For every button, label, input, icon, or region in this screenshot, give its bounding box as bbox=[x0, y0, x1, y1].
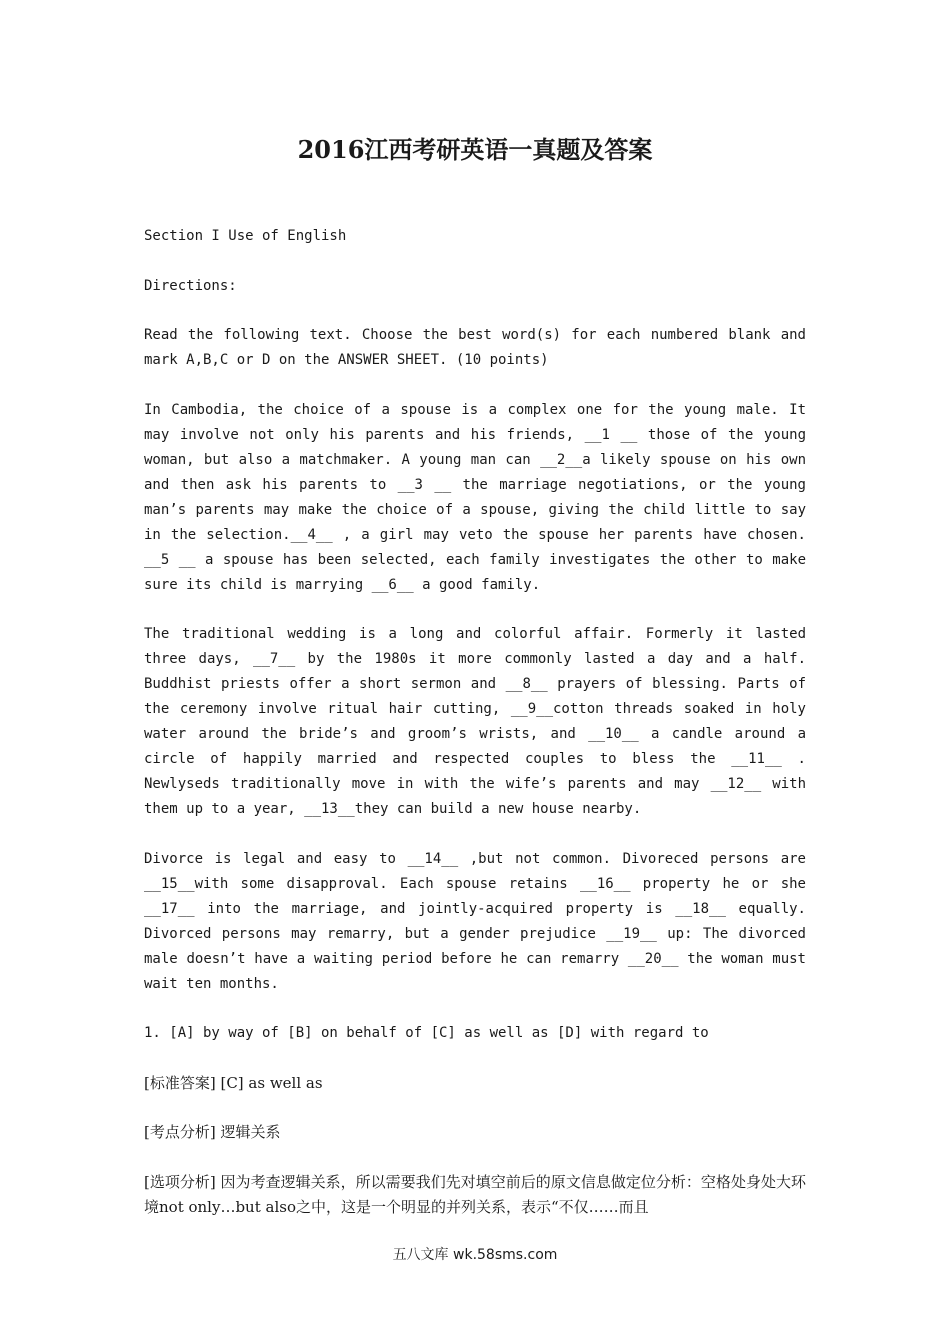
passage-paragraph-1: In Cambodia, the choice of a spouse is a complex one for the young male. It may involve not only his parents and his friends, __1 __ those of the young woman, but also a matchmaker. A young man can __2__a likely spouse on his own and then ask his parents to __3 __ the marriage negotiations, or the young man’s parents may make the choice of a spouse, giving the child little to say in the selection.__4__ , a girl may veto the spouse her parents have chosen. __5 __ a spouse has been selected, each family investigates the other to make sure its child is marrying __6__ a good family. bbox=[144, 401, 806, 593]
exam-point-analysis: [考点分析] 逻辑关系 bbox=[144, 1123, 281, 1141]
document-body bbox=[144, 224, 806, 1244]
directions-label: Directions: bbox=[144, 277, 237, 294]
passage-paragraph-3: Divorce is legal and easy to __14__ ,but not common. Divoreced persons are __15__with some disapproval. Each spouse retains __16__ property he or she __17__ into the marriage, and jointly-acquired property is __18__ equally. Divorced persons may remarry, but a gender prejudice __19__ up: The divorced male doesn’t have a waiting period before he can remarry __20__ the woman must wait ten months. bbox=[144, 850, 806, 992]
passage-paragraph-2: The traditional wedding is a long and colorful affair. Formerly it lasted three days, __7__ by the 1980s it more commonly lasted a day and a half. Buddhist priests offer a short sermon and __8__ prayers of blessing. Parts of the ceremony involve ritual hair cutting, __9__cotton threads soaked in holy water around the bride’s and groom’s wrists, and __10__ a candle around a circle of happily married and respected couples to bless the __11__ . Newlyseds traditionally move in with the wife’s parents and may __12__ with them up to a year, __13__they can build a new house nearby. bbox=[144, 626, 806, 817]
standard-answer: [标准答案] [C] as well as bbox=[144, 1073, 323, 1092]
footer-watermark: 五八文库 wk.58sms.com bbox=[392, 1247, 558, 1263]
directions-text: Read the following text. Choose the best word(s) for each numbered blank and mark A,B,C or D on the ANSWER SHEET. (10 points) bbox=[144, 327, 806, 368]
section-heading: Section I Use of English bbox=[144, 228, 347, 244]
option-analysis: [选项分析] 因为考查逻辑关系，所以需要我们先对填空前后的原文信息做定位分析：空格处身处大环境not only…but also之中，这是一个明显的并列关系，表示“不仅……而且 bbox=[144, 1172, 806, 1216]
question-1: 1. [A] by way of [B] on behalf of [C] as well as [D] with regard to bbox=[144, 1025, 709, 1041]
document-title: 2016江西考研英语一真题及答案 bbox=[297, 135, 653, 164]
